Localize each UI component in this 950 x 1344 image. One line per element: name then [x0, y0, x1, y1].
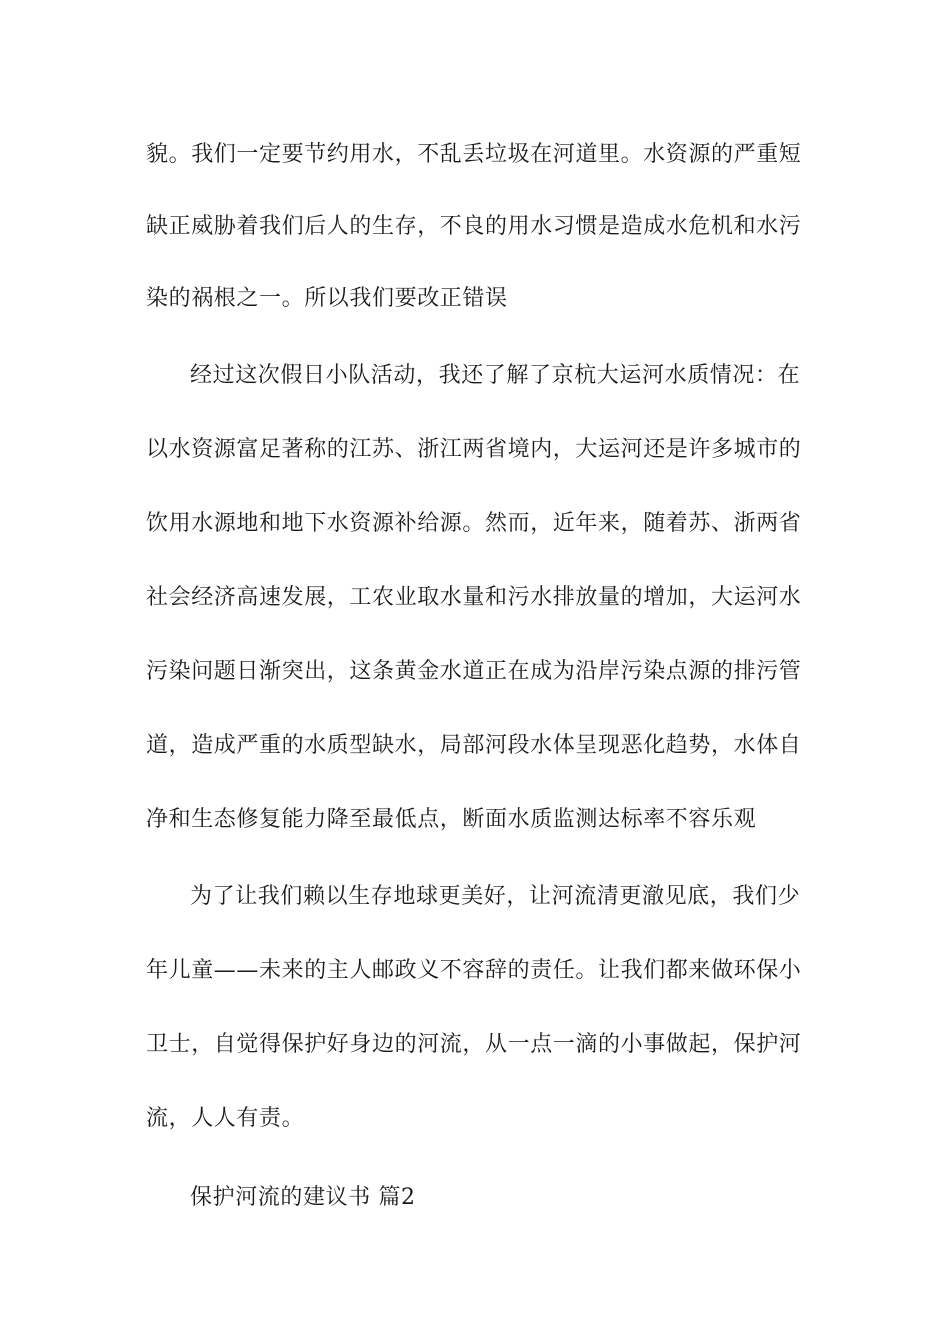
paragraph-1-line-1: 貌。我们一定要节约用水，不乱丢垃圾在河道里。水资源的严重短 — [146, 142, 802, 167]
paragraph-2-line-3: 饮用水源地和地下水资源补给源。然而，近年来，随着苏、浙两省 — [146, 511, 802, 536]
paragraph-2-line-1: 经过这次假日小队活动，我还了解了京杭大运河水质情况：在 — [190, 363, 801, 388]
paragraph-2-line-5: 污染问题日渐突出，这条黄金水道正在成为沿岸污染点源的排污管 — [146, 659, 802, 684]
paragraph-1-line-3: 染的祸根之一。所以我们要改正错误 — [146, 286, 508, 311]
paragraph-3-line-3: 卫士，自觉得保护好身边的河流，从一点一滴的小事做起，保护河 — [146, 1032, 802, 1057]
paragraph-3-line-2: 年儿童——未来的主人邮政义不容辞的责任。让我们都来做环保小 — [146, 958, 802, 983]
paragraph-3-line-4: 流，人人有责。 — [146, 1106, 305, 1131]
section-heading: 保护河流的建议书 篇2 — [190, 1185, 416, 1210]
paragraph-3-line-1: 为了让我们赖以生存地球更美好，让河流清更澈见底，我们少 — [190, 884, 801, 909]
paragraph-2-line-7: 净和生态修复能力降至最低点，断面水质监测达标率不容乐观 — [146, 807, 757, 832]
paragraph-2-line-4: 社会经济高速发展，工农业取水量和污水排放量的增加，大运河水 — [146, 585, 802, 610]
paragraph-2-line-2: 以水资源富足著称的江苏、浙江两省境内，大运河还是许多城市的 — [146, 437, 802, 462]
paragraph-2-line-6: 道，造成严重的水质型缺水，局部河段水体呈现恶化趋势，水体自 — [146, 733, 802, 758]
paragraph-1-line-2: 缺正威胁着我们后人的生存，不良的用水习惯是造成水危机和水污 — [146, 214, 802, 239]
